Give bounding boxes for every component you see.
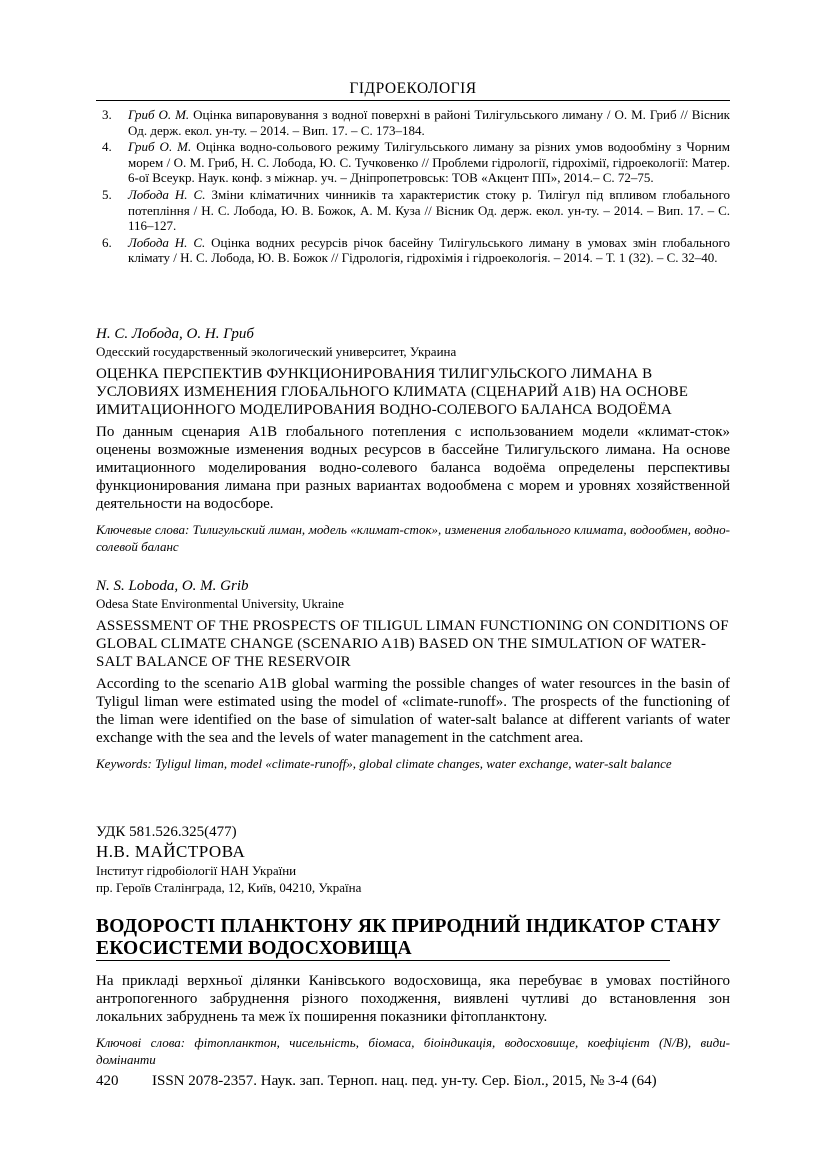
reference-author: Гриб О. М. [128, 107, 190, 122]
en-keywords: Keywords: Tyligul liman, model «climate-runoff», global climate changes, water exchange, water-salt balance [96, 756, 672, 771]
en-title: ASSESSMENT OF THE PROSPECTS OF TILIGUL LIMAN FUNCTIONING ON CONDITIONS OF GLOBAL CLIMATE CHANGE (SCENARIO A1B) BASED ON THE SIMULATION OF WATER-SALT BALANCE OF THE RESERVOIR [96, 618, 729, 670]
reference-text: Оцінка водних ресурсів річок басейну Тилігульського лиману в умовах змін глобального клімату / Н. С. Лобода, Ю. В. Божок // Гідрологія, гідрохімія і гідроекологія. – 2014. – Т. 1 (32). – С. 32–40. [128, 234, 730, 266]
udk-code: УДК 581.526.325(477) [96, 824, 237, 840]
reference-item [96, 235, 730, 266]
reference-number: 3. [102, 107, 112, 122]
article-title: ВОДОРОСТІ ПЛАНКТОНУ ЯК ПРИРОДНИЙ ІНДИКАТОР СТАНУ ЕКОСИСТЕМИ ВОДОСХОВИЩА [96, 916, 721, 959]
ru-abstract-text: По данным сценария А1В глобального потепления с использованием модели «климат-сток» оценены возможные изменения водных ресурсов в бассейне Тилигульского лимана. На основе имитационного моделирования водно-солевого баланса водоёма определены перспективы функционирования лимана при разных вариантах водообмена с морем и уровнях хозяйственной деятельности на водосборе. [96, 424, 730, 512]
english-abstract [96, 577, 730, 772]
reference-list [96, 107, 730, 267]
institution: Інститут гідробіології НАН України [96, 863, 297, 878]
reference-number: 6. [102, 234, 112, 250]
reference-author: Гриб О. М. [128, 139, 192, 155]
ru-authors: Н. С. Лобода, О. Н. Гриб [96, 326, 254, 342]
reference-item [96, 107, 730, 138]
russian-abstract [96, 325, 730, 555]
en-authors: N. S. Loboda, O. M. Grib [96, 578, 249, 594]
running-head: ГІДРОЕКОЛОГІЯ [349, 80, 477, 97]
en-affiliation: Odesa State Environmental University, Ukraine [96, 596, 344, 611]
journal-info: ISSN 2078-2357. Наук. зап. Терноп. нац. пед. ун-ту. Сер. Біол., 2015, № 3-4 (64) [152, 1073, 657, 1089]
header-rule [96, 100, 730, 101]
ru-title: ОЦЕНКА ПЕРСПЕКТИВ ФУНКЦИОНИРОВАНИЯ ТИЛИГУЛЬСКОГО ЛИМАНА В УСЛОВИЯХ ИЗМЕНЕНИЯ ГЛОБАЛЬНОГО КЛИМАТА (СЦЕНАРИЙ А1В) НА ОСНОВЕ ИМИТАЦИОННОГО МОДЕЛИРОВАНИЯ ВОДНО-СОЛЕВОГО БАЛАНСА ВОДОЁМА [96, 366, 689, 418]
article-header [96, 823, 730, 896]
reference-author: Лобода Н. С. [128, 234, 206, 250]
institution-address: пр. Героїв Сталінграда, 12, Київ, 04210, Україна [96, 880, 362, 895]
ru-keywords: Ключевые слова: Тилигульский лиман, модель «климат-сток», изменения глобального климата, водообмен, водно-солевой баланс [96, 522, 730, 554]
title-rule [96, 960, 670, 961]
en-abstract-text: According to the scenario A1B global warming the possible changes of water resources in the basin of Tyligul liman were estimated using the model of «climate-runoff». The prospects of the functioning of the liman were identified on the base of simulation of water-salt balance at different variants of water exchange with the sea and the levels of water management in the catchment area. [96, 676, 730, 746]
ru-affiliation: Одесский государственный экологический университет, Украина [96, 344, 457, 359]
article-abstract-text: На прикладі верхньої ділянки Канівського водосховища, яка перебуває в умовах постійного антропогенного забруднення різного походження, виявлені чутливі до встановлення зон локальних забруднень та меж їх поширення показники фітопланктону. [96, 973, 730, 1025]
page-number: 420 [96, 1073, 119, 1089]
article-abstract [96, 972, 730, 1068]
reference-number: 4. [102, 139, 112, 155]
reference-item [96, 139, 730, 186]
page-footer [96, 1072, 730, 1090]
reference-text: Зміни кліматичних чинників та характеристик стоку р. Тилігул під впливом глобального потепління / Н. С. Лобода, Ю. В. Божок, А. М. Куза // Вісник Од. держ. екол. ун-ту. – 2014. – Вип. 17. – С. 116–127. [128, 186, 730, 234]
article-author: Н.В. МАЙСТРОВА [96, 842, 246, 861]
reference-item [96, 187, 730, 234]
reference-number: 5. [102, 186, 112, 202]
reference-text: Оцінка водно-сольового режиму Тилігульського лиману за різних умов водообміну з Чорним морем / О. М. Гриб, Н. С. Лобода, Ю. С. Тучковенко // Проблеми гідрології, гідрохімії, гідроекології: Матер. 6-ої Всеукр. Наук. конф. з міжнар. уч. – Дніпропетровськ: ТОВ «Акцент ПП», 2014.– С. 72–75. [128, 139, 730, 186]
article-keywords: Ключові слова: фітопланктон, чисельність, біомаса, біоіндикація, водосховище, коефіцієнт (N/B), види-домінанти [96, 1035, 730, 1067]
reference-text: Оцінка випаровування з водної поверхні в районі Тилігульського лиману / О. М. Гриб // Вісник Од. держ. екол. ун-ту. – 2014. – Вип. 17. – С. 173–184. [128, 107, 730, 138]
reference-author: Лобода Н. С. [128, 186, 206, 202]
